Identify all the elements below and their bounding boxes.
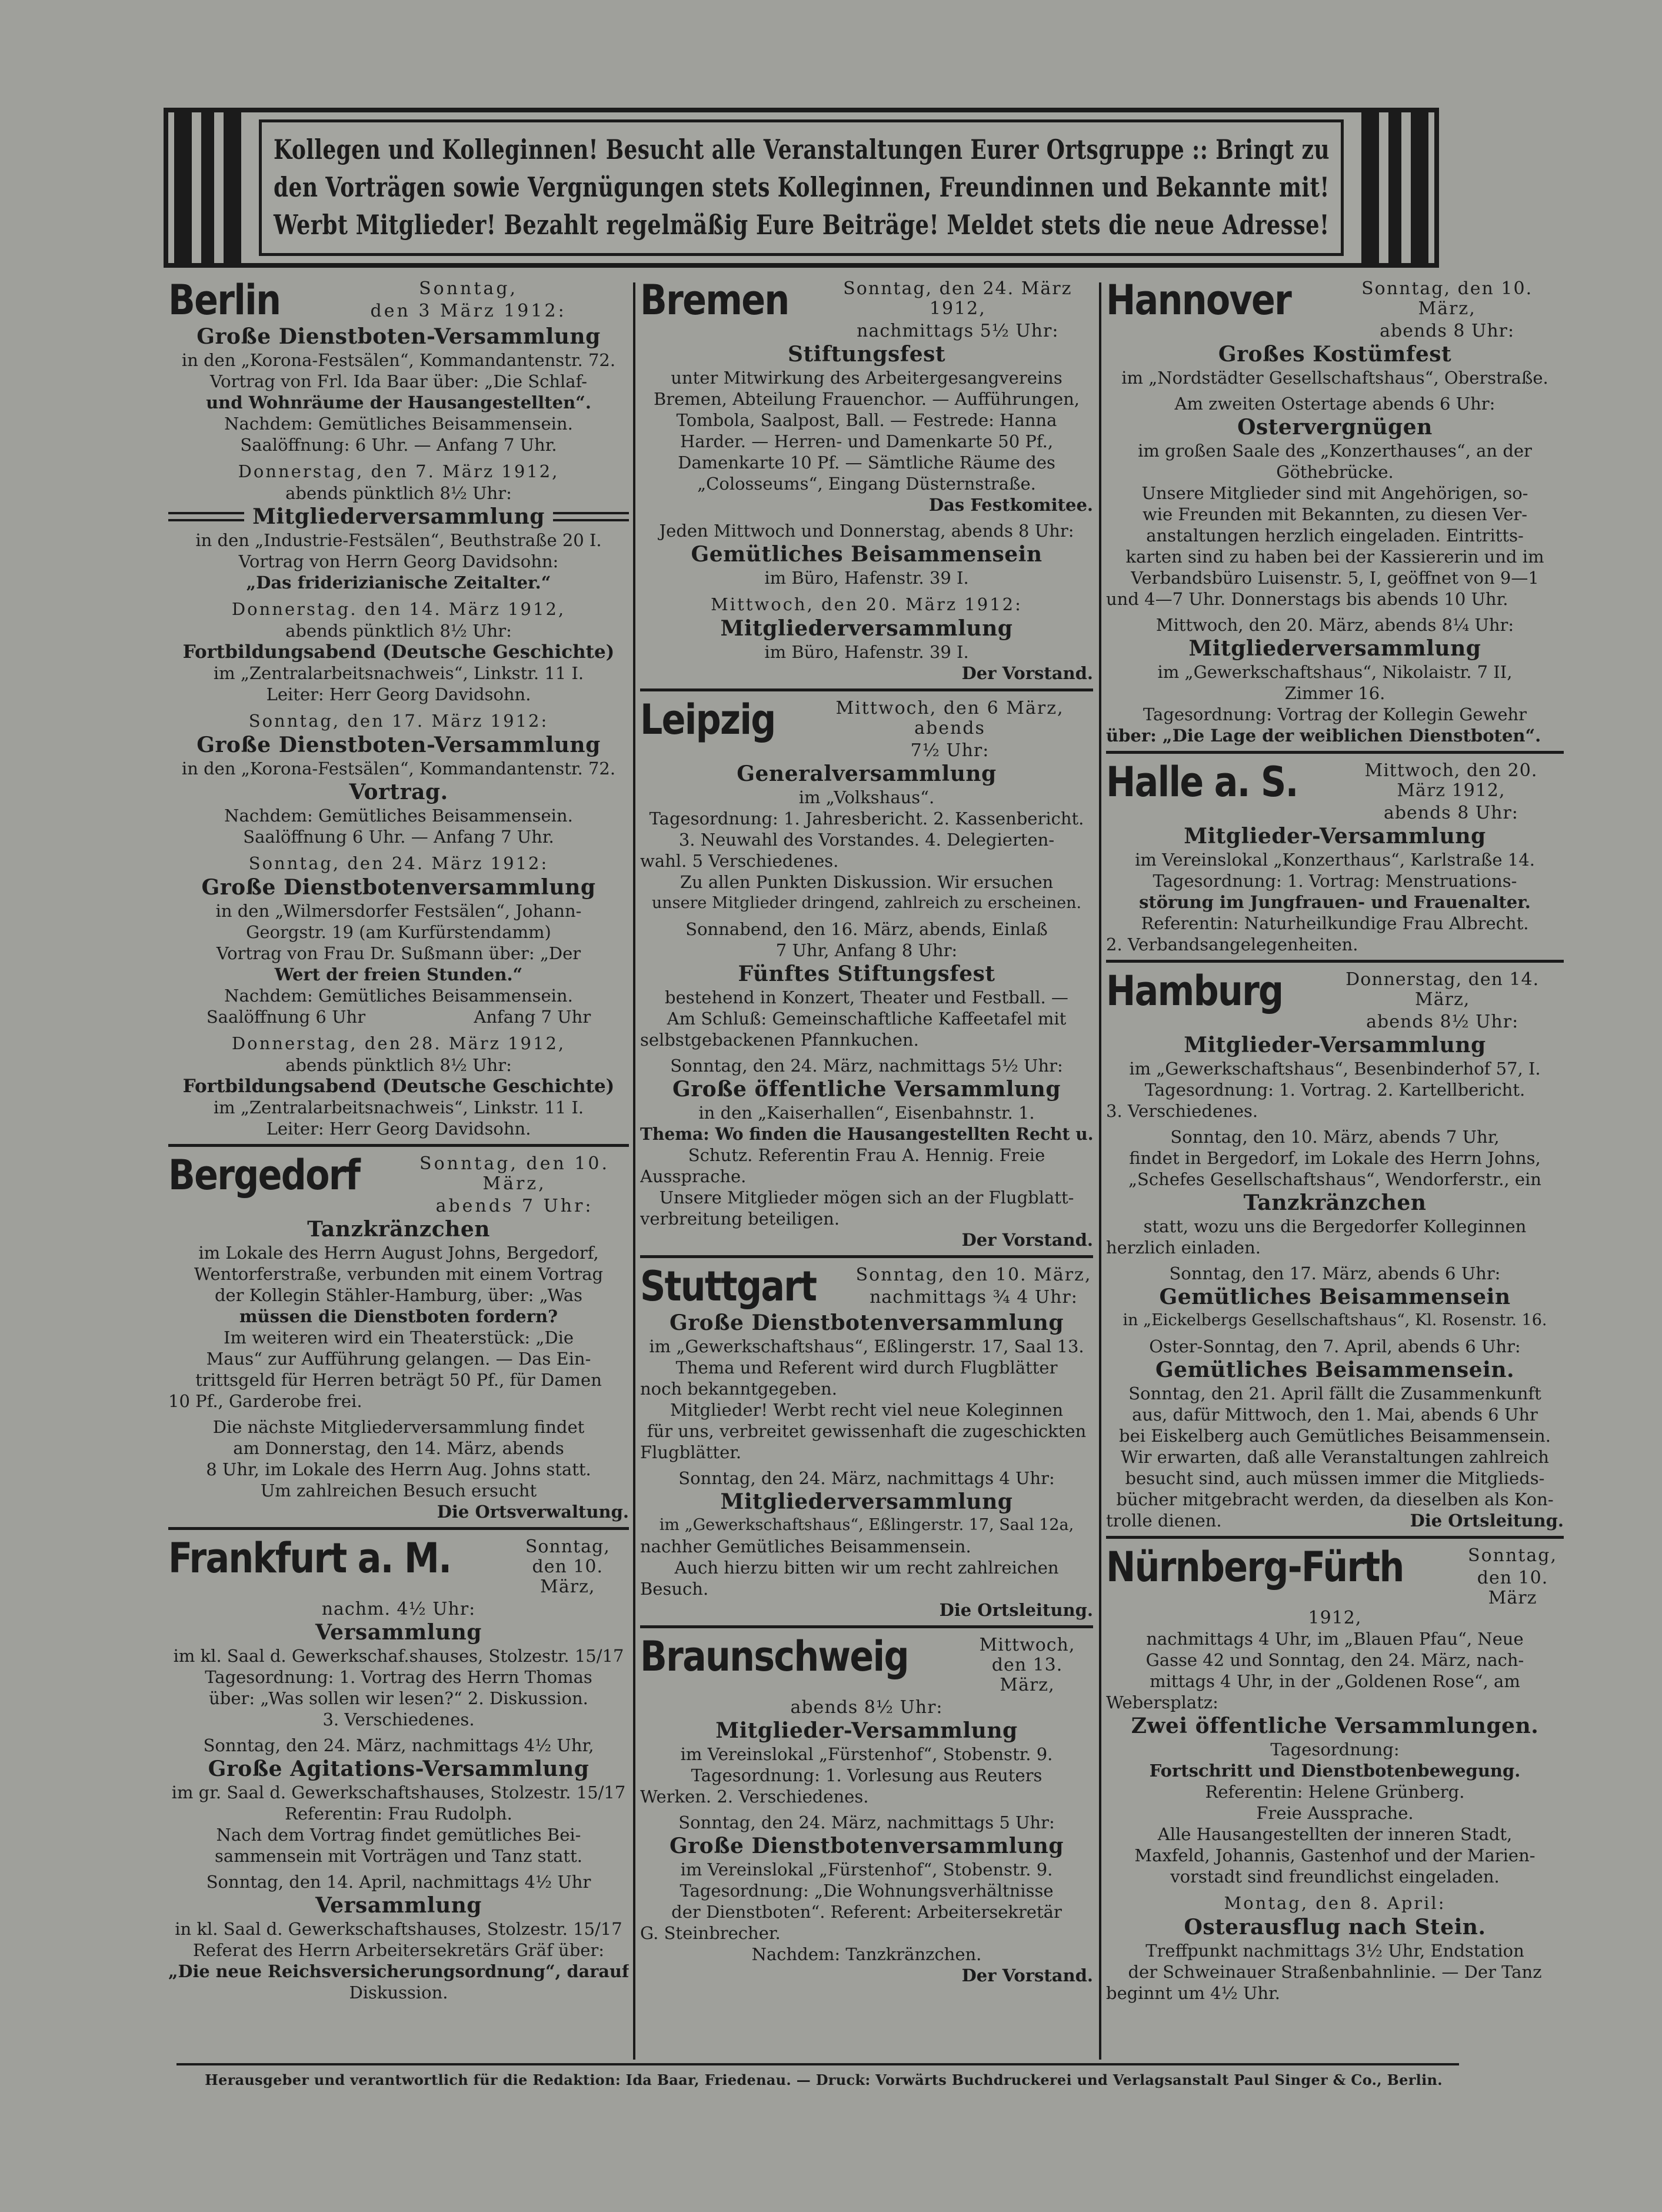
text-line: und 4—7 Uhr. Donnerstags bis abends 10 Uhr. bbox=[1106, 589, 1508, 609]
section-divider bbox=[640, 1255, 1093, 1258]
column-right bbox=[1106, 277, 1564, 2004]
event-date: Sonntag, den 14. April, nachmittags 4½ Uhr bbox=[206, 1872, 591, 1892]
city-heading: Braunschweig bbox=[640, 1633, 908, 1681]
text-line: noch bekanntgegeben. bbox=[640, 1379, 837, 1399]
column-middle bbox=[640, 277, 1093, 1986]
banner-stripe bbox=[201, 112, 214, 263]
text-line: Vortrag von Frl. Ida Baar über: „Die Schlaf- bbox=[209, 371, 588, 391]
signature: Die Ortsverwaltung. bbox=[437, 1502, 629, 1522]
text-line: Nachdem: Gemütliches Beisammensein. bbox=[224, 806, 573, 826]
text-line: Nachdem: Gemütliches Beisammensein. bbox=[224, 986, 573, 1006]
text-line: Nachdem: Tanzkränzchen. bbox=[751, 1944, 982, 1964]
text-line: in den „Korona-Festsälen“, Kommandantenstr. 72. bbox=[181, 759, 616, 779]
text-line: wie Freunden mit Bekannten, zu diesen Ver- bbox=[1142, 504, 1528, 524]
event-date: Donnerstag, den 14. März, bbox=[1345, 969, 1540, 1010]
text-line: anstaltungen herzlich eingeladen. Eintritts- bbox=[1146, 525, 1524, 545]
text-line: im „Zentralarbeitsnachweis“, Linkstr. 11 I. bbox=[213, 663, 584, 683]
text-line: der Kollegin Stähler-Hamburg, über: „Was bbox=[214, 1285, 583, 1305]
text-line: Thema und Referent wird durch Flugblätter bbox=[675, 1358, 1058, 1378]
event-date: Sonntag, bbox=[1468, 1545, 1557, 1566]
banner-line: Werbt Mitglieder! Bezahlt regelmäßig Eure Beiträge! Meldet stets die neue Adresse! bbox=[274, 209, 1330, 241]
signature: Der Vorstand. bbox=[961, 663, 1093, 683]
event-date: abends pünktlich 8½ Uhr: bbox=[285, 621, 512, 641]
text-line: im „Nordstädter Gesellschaftshaus“, Oberstraße. bbox=[1121, 368, 1548, 388]
section-braunschweig bbox=[640, 1633, 1093, 1986]
signature: Das Festkomitee. bbox=[928, 495, 1093, 515]
text-line: Am Schluß: Gemeinschaftliche Kaffeetafel mit bbox=[667, 1009, 1067, 1029]
text-line: Alle Hausangestellten der inneren Stadt, bbox=[1157, 1824, 1513, 1844]
section-divider bbox=[640, 688, 1093, 691]
event-title: Große Dienstboten-Versammlung bbox=[196, 733, 601, 757]
city-heading: Leipzig bbox=[640, 696, 775, 744]
event-title: Gemütliches Beisammensein bbox=[691, 542, 1043, 567]
text-line: Auch hierzu bitten wir um recht zahlreichen bbox=[674, 1558, 1059, 1578]
event-title: Zwei öffentliche Versammlungen. bbox=[1131, 1714, 1539, 1738]
text-line: im „Volkshaus“. bbox=[798, 787, 935, 807]
event-title: Mitgliederversammlung bbox=[1188, 636, 1481, 661]
text-line: nachmittags 4 Uhr, im „Blauen Pfau“, Neue bbox=[1146, 1629, 1524, 1649]
event-date: Sonntag, den 24. März, nachmittags 5 Uhr: bbox=[678, 1812, 1055, 1832]
text-line: Nachdem: Gemütliches Beisammensein. bbox=[224, 414, 573, 434]
text-line: bei Eiskelberg auch Gemütliches Beisammensein. bbox=[1119, 1426, 1551, 1446]
text-line: am Donnerstag, den 14. März, abends bbox=[233, 1438, 564, 1458]
text-line: bestehend in Konzert, Theater und Festball. — bbox=[665, 987, 1068, 1007]
section-hamburg bbox=[1106, 967, 1564, 1531]
text-line: „Schefes Gesellschaftshaus“, Wendorferstr., ein bbox=[1128, 1169, 1541, 1189]
section-divider bbox=[1106, 1536, 1564, 1539]
text-line: im gr. Saal d. Gewerkschaftshauses, Stolzestr. 15/17 bbox=[171, 1782, 626, 1802]
text-line: Wert der freien Stunden.“ bbox=[274, 964, 523, 984]
text-line: 3. Neuwahl des Vorstandes. 4. Delegierten- bbox=[678, 830, 1055, 850]
section-stuttgart bbox=[640, 1263, 1093, 1621]
event-title: Gemütliches Beisammensein bbox=[1159, 1285, 1511, 1309]
banner-line: den Vorträgen sowie Vergnügungen stets Kolleginnen, Freundinnen und Bekannte mit! bbox=[274, 171, 1330, 203]
text-line: Tagesordnung: 1. Vorlesung aus Reuters bbox=[691, 1765, 1043, 1785]
event-date: Sonntag, den 17. März 1912: bbox=[248, 711, 549, 731]
text-line: über: „Was sollen wir lesen?“ 2. Diskussion. bbox=[209, 1688, 588, 1708]
text-line: im „Gewerkschaftshaus“, Eßlingerstr. 17, Saal 12a, bbox=[659, 1516, 1074, 1534]
text-line: trolle dienen. bbox=[1106, 1511, 1222, 1531]
text-line: in kl. Saal d. Gewerkschaftshauses, Stolzestr. 15/17 bbox=[175, 1919, 622, 1939]
section-divider bbox=[168, 1527, 629, 1530]
event-date: 7½ Uhr: bbox=[910, 740, 990, 761]
event-date: Jeden Mittwoch und Donnerstag, abends 8 Uhr: bbox=[659, 521, 1074, 541]
text-line: nachher Gemütliches Beisammensein. bbox=[640, 1536, 971, 1556]
text-line: im Büro, Hafenstr. 39 I. bbox=[764, 642, 969, 662]
banner-stripe bbox=[174, 112, 192, 263]
text-line: Im weiteren wird ein Theaterstück: „Die bbox=[223, 1328, 574, 1348]
event-date: den 10. März 1912, bbox=[1308, 1568, 1548, 1628]
section-divider bbox=[168, 1144, 629, 1147]
city-heading: Frankfurt a. M. bbox=[168, 1535, 451, 1582]
event-title: Stiftungsfest bbox=[788, 342, 945, 367]
section-frankfurt bbox=[168, 1535, 629, 2003]
event-title: Mitglieder-Versammlung bbox=[715, 1718, 1018, 1743]
column-rule bbox=[633, 282, 635, 2060]
event-date: Mittwoch, den 20. März 1912: bbox=[711, 594, 1022, 614]
banner-stripe bbox=[1361, 112, 1379, 263]
event-title bbox=[168, 504, 629, 530]
event-date: nachm. 4½ Uhr: bbox=[321, 1599, 476, 1619]
text-line: 3. Verschiedenes. bbox=[322, 1709, 475, 1729]
event-title: Fortschritt und Dienstbotenbewegung. bbox=[1149, 1761, 1521, 1781]
text-line: im „Gewerkschaftshaus“, Nikolaistr. 7 II, bbox=[1157, 662, 1513, 682]
section-berlin bbox=[168, 277, 629, 1139]
text-line: Tagesordnung: 1. Vortrag: Menstruations- bbox=[1153, 871, 1517, 891]
text-line: im Vereinslokal „Fürstenhof“, Stobenstr. 9. bbox=[680, 1860, 1053, 1880]
event-date: Montag, den 8. April: bbox=[1224, 1893, 1446, 1913]
decorative-rule bbox=[553, 512, 629, 521]
event-date: abends 8½ Uhr: bbox=[790, 1697, 943, 1718]
event-date: abends 8 Uhr: bbox=[1380, 321, 1515, 341]
text-line: der Dienstboten“. Referent: Arbeitersekretär bbox=[671, 1902, 1062, 1922]
text-line: Aussprache. bbox=[640, 1166, 747, 1186]
text-line: im „Zentralarbeitsnachweis“, Linkstr. 11 I. bbox=[213, 1097, 584, 1117]
text-line: Unsere Mitglieder mögen sich an der Flugblatt- bbox=[659, 1188, 1074, 1208]
text-line: Gasse 42 und Sonntag, den 24. März, nach- bbox=[1145, 1650, 1524, 1670]
text-line: Tagesordnung: 1. Jahresbericht. 2. Kassenbericht. bbox=[649, 809, 1084, 829]
event-date: Am zweiten Ostertage abends 6 Uhr: bbox=[1174, 394, 1496, 414]
section-nuernberg-fuerth bbox=[1106, 1544, 1564, 2004]
text-line: Freie Aussprache. bbox=[1256, 1803, 1414, 1823]
text-line: Treffpunkt nachmittags 3½ Uhr, Endstation bbox=[1145, 1941, 1524, 1961]
text-line: Saalöffnung: 6 Uhr. — Anfang 7 Uhr. bbox=[240, 435, 557, 455]
text-line: Um zahlreichen Besuch ersucht bbox=[260, 1481, 537, 1501]
event-date: Mittwoch, den 6 März, abends bbox=[835, 698, 1064, 739]
event-title: Vortrag. bbox=[349, 780, 448, 804]
section-halle bbox=[1106, 759, 1564, 955]
event-title: Mitgliederversammlung bbox=[720, 1489, 1013, 1514]
banner-text-frame bbox=[259, 119, 1344, 256]
text-line: im großen Saale des „Konzerthauses“, an der bbox=[1138, 441, 1532, 461]
decorative-rule bbox=[168, 512, 244, 521]
event-date: Sonntag, den 24. März, nachmittags 5½ Uhr: bbox=[670, 1056, 1063, 1076]
event-date: Sonntag, den 10. März, bbox=[525, 1536, 610, 1597]
event-date: Donnerstag, den 28. März 1912, bbox=[231, 1033, 566, 1053]
event-date: abends pünktlich 8½ Uhr: bbox=[285, 483, 512, 503]
section-bremen bbox=[640, 277, 1093, 684]
text-line: besucht sind, auch müssen immer die Mitglieds- bbox=[1125, 1468, 1545, 1488]
text-line: Thema: Wo finden die Hausangestellten Recht u. bbox=[640, 1124, 1094, 1144]
text-line: beginnt um 4½ Uhr. bbox=[1106, 1983, 1280, 2003]
event-date: den 3 März 1912: bbox=[370, 301, 567, 321]
event-date: abends 7 Uhr: bbox=[435, 1196, 594, 1216]
text-line: Nach dem Vortrag findet gemütliches Bei- bbox=[216, 1825, 581, 1845]
text-line: bücher mitgebracht werden, da dieselben als Kon- bbox=[1116, 1489, 1554, 1509]
text-line: G. Steinbrecher. bbox=[640, 1923, 781, 1943]
event-title: Große Dienstbotenversammlung bbox=[669, 1310, 1064, 1335]
text-line: über: „Die Lage der weiblichen Dienstboten“. bbox=[1106, 726, 1541, 746]
text-line: unter Mitwirkung des Arbeitergesangvereins bbox=[671, 368, 1063, 388]
text-line: unsere Mitglieder dringend, zahlreich zu erscheinen. bbox=[651, 894, 1082, 912]
text-line: im „Gewerkschaftshaus“, Besenbinderhof 57, I. bbox=[1129, 1059, 1541, 1079]
event-title: Versammlung bbox=[315, 1893, 482, 1918]
text-line: sammensein mit Vorträgen und Tanz statt. bbox=[215, 1846, 582, 1866]
text-line: aus, dafür Mittwoch, den 1. Mai, abends 6 Uhr bbox=[1132, 1405, 1538, 1425]
event-title: Osterausflug nach Stein. bbox=[1184, 1915, 1486, 1940]
city-heading: Halle a. S. bbox=[1106, 759, 1298, 806]
banner-stripe bbox=[224, 112, 241, 263]
text-line: im Büro, Hafenstr. 39 I. bbox=[764, 568, 969, 588]
text-line: Referat des Herrn Arbeitersekretärs Gräf über: bbox=[192, 1940, 605, 1960]
text-line: in den „Wilmersdorfer Festsälen“, Johann- bbox=[215, 901, 582, 921]
event-title: Große Agitations-Versammlung bbox=[208, 1757, 589, 1781]
text-line: müssen die Dienstboten fordern? bbox=[239, 1306, 558, 1326]
event-title: Mitgliederversammlung bbox=[720, 616, 1013, 641]
event-date: Sonntag, den 10. März, bbox=[855, 1265, 1092, 1285]
event-date: abends 8 Uhr: bbox=[1383, 803, 1518, 823]
event-title: Ostervergnügen bbox=[1237, 415, 1433, 440]
imprint-footer: Herausgeber und verantwortlich für die Redaktion: Ida Baar, Friedenau. — Druck: Vorwärts Buchdruckerei und Verlagsanstalt Paul Singer & Co., Berlin. bbox=[205, 2071, 1443, 2088]
event-date: Mittwoch, den 13. März, bbox=[979, 1635, 1075, 1695]
text-line: Tagesordnung: Vortrag der Kollegin Gewehr bbox=[1143, 704, 1527, 724]
text-line: im Lokale des Herrn August Johns, Bergedorf, bbox=[198, 1243, 599, 1263]
text-line: in „Eickelbergs Gesellschaftshaus“, Kl. Rosenstr. 16. bbox=[1123, 1311, 1547, 1329]
event-date: Mittwoch, den 20. März 1912, bbox=[1364, 760, 1538, 801]
text-line: 8 Uhr, im Lokale des Herrn Aug. Johns statt. bbox=[206, 1459, 591, 1479]
text-line: Leiter: Herr Georg Davidsohn. bbox=[266, 1119, 531, 1139]
text-line: herzlich einladen. bbox=[1106, 1238, 1261, 1258]
text-line: vorstadt sind freundlichst eingeladen. bbox=[1170, 1867, 1500, 1887]
event-date: 7 Uhr, Anfang 8 Uhr: bbox=[775, 940, 958, 960]
event-date: Sonntag, den 24. März 1912, bbox=[843, 278, 1073, 319]
text-line: Tagesordnung: 1. Vortrag. 2. Kartellbericht. bbox=[1144, 1080, 1526, 1100]
text-line: Besuch. bbox=[640, 1579, 709, 1599]
event-date: Sonntag, den 10. März, bbox=[1361, 278, 1533, 319]
text-line: Leiter: Herr Georg Davidsohn. bbox=[266, 684, 531, 704]
banner-stripe bbox=[1411, 112, 1428, 263]
event-date: nachmittags ¾ 4 Uhr: bbox=[870, 1287, 1078, 1308]
city-heading: Hannover bbox=[1106, 277, 1291, 324]
city-heading: Nürnberg-Fürth bbox=[1106, 1544, 1404, 1591]
section-bergedorf bbox=[168, 1152, 629, 1522]
text-line: Tagesordnung: 1. Vortrag des Herrn Thomas bbox=[205, 1667, 592, 1687]
text-line: Mitglieder! Werbt recht viel neue Koleginnen bbox=[670, 1400, 1064, 1420]
event-date: Sonntag, bbox=[419, 278, 518, 299]
text-line: im Vereinslokal „Fürstenhof“, Stobenstr. 9. bbox=[680, 1744, 1053, 1764]
text-line: Referentin: Helene Grünberg. bbox=[1205, 1782, 1465, 1802]
text-line: „Das friderizianische Zeitalter.“ bbox=[246, 573, 551, 593]
text-line: im „Gewerkschaftshaus“, Eßlingerstr. 17, Saal 13. bbox=[649, 1336, 1084, 1356]
signature: Der Vorstand. bbox=[961, 1230, 1093, 1250]
text-line: Webersplatz: bbox=[1106, 1692, 1218, 1712]
text-line: in den „Korona-Festsälen“, Kommandantenstr. 72. bbox=[181, 350, 616, 370]
text-line: Tagesordnung: bbox=[1270, 1739, 1400, 1759]
text-line: Flugblätter. bbox=[640, 1442, 742, 1462]
text-line: im kl. Saal d. Gewerkschaf.shauses, Stolzestr. 15/17 bbox=[173, 1646, 624, 1666]
event-date: Oster-Sonntag, den 7. April, abends 6 Uhr: bbox=[1149, 1336, 1521, 1356]
text-line: Saalöffnung 6 Uhr. — Anfang 7 Uhr. bbox=[243, 827, 554, 847]
event-date: nachmittags 5½ Uhr: bbox=[857, 321, 1059, 341]
text-line: Zimmer 16. bbox=[1284, 683, 1385, 703]
city-heading: Bremen bbox=[640, 277, 789, 324]
text-line: „Colosseums“, Eingang Düsternstraße. bbox=[697, 474, 1036, 494]
event-date: abends 8½ Uhr: bbox=[1366, 1012, 1519, 1032]
text-line: statt, wozu uns die Bergedorfer Kolleginnen bbox=[1143, 1216, 1527, 1236]
event-title: Große Dienstbotenversammlung bbox=[669, 1834, 1064, 1858]
text-line: Werken. 2. Verschiedenes. bbox=[640, 1787, 869, 1807]
text-line: Maxfeld, Johannis, Gastenhof und der Marien- bbox=[1134, 1845, 1536, 1865]
text-line: im Vereinslokal „Konzerthaus“, Karlstraße 14. bbox=[1135, 850, 1535, 870]
text-line: störung im Jungfrauen- und Frauenalter. bbox=[1139, 892, 1531, 912]
city-heading: Stuttgart bbox=[640, 1263, 817, 1310]
text-line: Sonntag, den 10. März, abends 7 Uhr, bbox=[1170, 1127, 1500, 1147]
text-line: 10 Pf., Garderobe frei. bbox=[168, 1391, 362, 1411]
section-leipzig bbox=[640, 696, 1093, 1250]
signature: Der Vorstand. bbox=[961, 1965, 1093, 1985]
column-left bbox=[168, 277, 629, 2003]
city-heading: Hamburg bbox=[1106, 967, 1283, 1015]
text-line: wahl. 5 Verschiedenes. bbox=[640, 851, 839, 871]
text-line: Wentorferstraße, verbunden mit einem Vortrag bbox=[194, 1264, 604, 1284]
text-line: in den „Kaiserhallen“, Eisenbahnstr. 1. bbox=[698, 1103, 1035, 1123]
text-line: Wir erwarten, daß alle Veranstaltungen zahlreich bbox=[1121, 1447, 1549, 1467]
event-title: Gemütliches Beisammensein. bbox=[1155, 1358, 1515, 1382]
text-line: trittsgeld für Herren beträgt 50 Pf., für Damen bbox=[195, 1370, 602, 1390]
section-hannover bbox=[1106, 277, 1564, 746]
text-line: Referentin: Frau Rudolph. bbox=[285, 1804, 512, 1824]
event-title-text: Mitgliederversammlung bbox=[252, 504, 545, 529]
event-title: Große öffentliche Versammlung bbox=[672, 1077, 1061, 1102]
banner-stripe bbox=[1388, 112, 1401, 263]
text-line: Vortrag von Frau Dr. Sußmann über: „Der bbox=[216, 943, 581, 963]
text-line: und Wohnräume der Hausangestellten“. bbox=[206, 392, 591, 413]
section-divider bbox=[1106, 751, 1564, 754]
text-line: Verbandsbüro Luisenstr. 5, I, geöffnet von 9—1 bbox=[1131, 568, 1539, 588]
event-title: Tanzkränzchen bbox=[1243, 1190, 1427, 1215]
text-line: Fortbildungsabend (Deutsche Geschichte) bbox=[182, 1076, 615, 1097]
event-date: Sonntag, den 24. März, nachmittags 4 Uhr: bbox=[678, 1468, 1055, 1488]
event-title: Große Dienstboten-Versammlung bbox=[196, 324, 601, 349]
city-heading: Bergedorf bbox=[168, 1152, 360, 1199]
text-line: 3. Verschiedenes. bbox=[1106, 1101, 1258, 1121]
text-line: „Die neue Reichsversicherungsordnung“, darauf bbox=[168, 1961, 629, 1981]
text-line: Harder. — Herren- und Damenkarte 50 Pf., bbox=[680, 431, 1054, 451]
text-line: verbreitung beteiligen. bbox=[640, 1209, 840, 1229]
event-date: Donnerstag, den 7. März 1912, bbox=[238, 461, 559, 481]
event-date: Donnerstag. den 14. März 1912, bbox=[231, 599, 566, 619]
event-title: Mitglieder-Versammlung bbox=[1184, 824, 1486, 849]
text-line: Maus“ zur Aufführung gelangen. — Das Ein- bbox=[206, 1349, 591, 1369]
text-line: Tagesordnung: „Die Wohnungsverhältnisse bbox=[680, 1881, 1054, 1901]
text-line: Tombola, Saalpost, Ball. — Festrede: Hanna bbox=[676, 410, 1057, 430]
event-title: Großes Kostümfest bbox=[1218, 342, 1452, 367]
event-date: Sonntag, den 24. März, nachmittags 4½ Uhr, bbox=[203, 1735, 594, 1755]
section-divider bbox=[640, 1625, 1093, 1628]
text-line: Zu allen Punkten Diskussion. Wir ersuchen bbox=[680, 872, 1054, 892]
event-title: Tanzkränzchen bbox=[307, 1217, 490, 1242]
text-line: 2. Verbandsangelegenheiten. bbox=[1106, 934, 1358, 954]
text-line: Referentin: Naturheilkundige Frau Albrecht. bbox=[1141, 913, 1529, 933]
text-line: Georgstr. 19 (am Kurfürstendamm) bbox=[246, 922, 551, 942]
text-line: Vortrag von Herrn Georg Davidsohn: bbox=[238, 551, 559, 571]
event-date: Sonnabend, den 16. März, abends, Einlaß bbox=[685, 919, 1048, 939]
event-date: Mittwoch, den 20. März, abends 8¼ Uhr: bbox=[1155, 615, 1514, 635]
text-line: mittags 4 Uhr, in der „Goldenen Rose“, am bbox=[1150, 1671, 1520, 1691]
event-title: Mitglieder-Versammlung bbox=[1184, 1033, 1486, 1057]
text-line: Damenkarte 10 Pf. — Sämtliche Räume des bbox=[678, 453, 1055, 473]
section-divider bbox=[1106, 960, 1564, 963]
text-line: Fortbildungsabend (Deutsche Geschichte) bbox=[182, 641, 615, 663]
text-line: Saalöffnung 6 Uhr Anfang 7 Uhr bbox=[206, 1007, 591, 1027]
event-title: Versammlung bbox=[315, 1620, 482, 1645]
event-title: Große Dienstbotenversammlung bbox=[201, 875, 596, 900]
event-date: abends pünktlich 8½ Uhr: bbox=[285, 1055, 512, 1075]
event-date: Sonntag, den 24. März 1912: bbox=[248, 853, 549, 873]
banner-line: Kollegen und Kolleginnen! Besucht alle Veranstaltungen Eurer Ortsgruppe :: Bringt zu bbox=[274, 134, 1330, 165]
text-line: findet in Bergedorf, im Lokale des Herrn Johns, bbox=[1129, 1148, 1541, 1168]
text-line: für uns, verbreitet gewissenhaft die zugeschickten bbox=[647, 1421, 1087, 1441]
text-line: Die nächste Mitgliederversammlung findet bbox=[212, 1417, 585, 1437]
city-heading: Berlin bbox=[168, 277, 281, 324]
text-line: karten sind zu haben bei der Kassiererin und im bbox=[1125, 547, 1544, 567]
event-title: Generalversammlung bbox=[737, 761, 997, 786]
signature: Die Ortsleitung. bbox=[1410, 1511, 1564, 1531]
text-line: selbstgebackenen Pfannkuchen. bbox=[640, 1030, 919, 1050]
column-rule bbox=[1099, 282, 1101, 2060]
text-line: Sonntag, den 21. April fällt die Zusammenkunft bbox=[1128, 1383, 1541, 1403]
text-line: in den „Industrie-Festsälen“, Beuthstraße 20 I. bbox=[195, 530, 602, 550]
event-date: Sonntag, den 17. März, abends 6 Uhr: bbox=[1169, 1263, 1501, 1283]
event-title: Fünftes Stiftungsfest bbox=[738, 962, 995, 986]
text-line: Göthebrücke. bbox=[1276, 462, 1394, 482]
signature: Die Ortsleitung. bbox=[939, 1600, 1093, 1620]
event-date: Sonntag, den 10. März, bbox=[419, 1153, 610, 1194]
text-line: Schutz. Referentin Frau A. Hennig. Freie bbox=[688, 1145, 1045, 1165]
text-line: Bremen, Abteilung Frauenchor. — Aufführungen, bbox=[653, 389, 1080, 409]
banner-box bbox=[164, 108, 1439, 268]
footer-rule bbox=[176, 2063, 1459, 2065]
text-line: Unsere Mitglieder sind mit Angehörigen, so- bbox=[1141, 483, 1528, 503]
text-line: Diskussion. bbox=[349, 1983, 448, 2003]
text-line: der Schweinauer Straßenbahnlinie. — Der Tanz bbox=[1128, 1962, 1542, 1982]
